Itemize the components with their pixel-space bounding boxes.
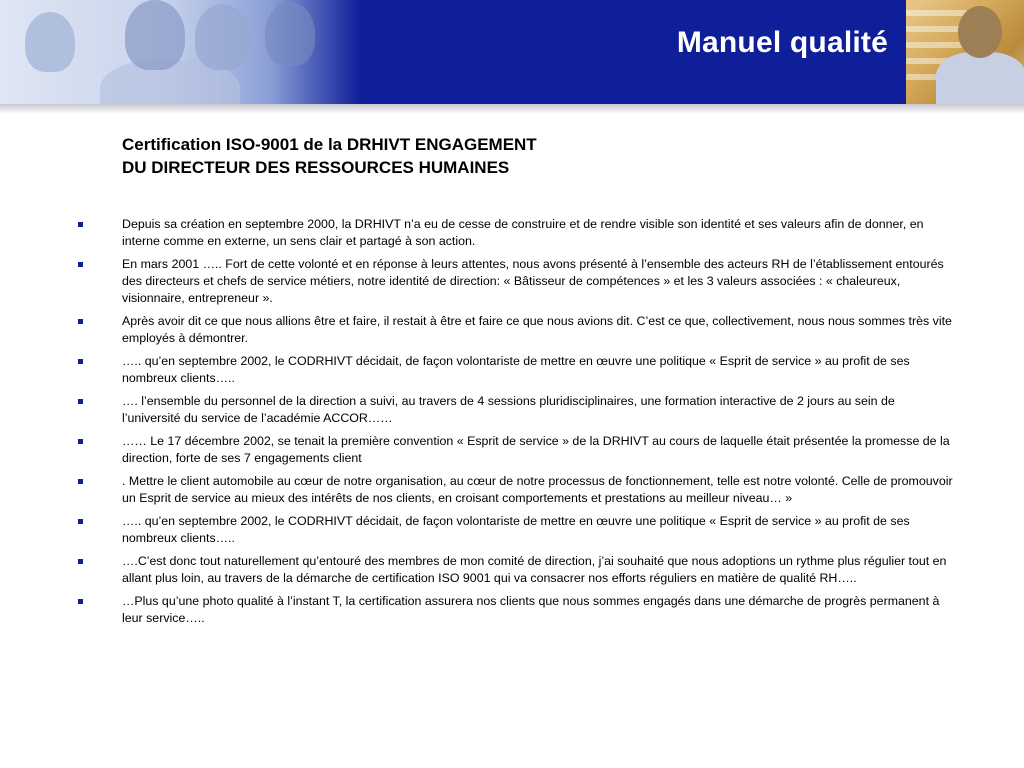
list-item-text: …Plus qu’une photo qualité à l’instant T, la certification assurera nos clients que nous sommes engagés dans une démarche de progrès permanent à leur service….. <box>122 594 940 625</box>
list-item-text: Après avoir dit ce que nous allions être et faire, il restait à être et faire ce que nous avions dit. C’est ce que, collectivement, nous nous sommes très vite employés à démontrer. <box>122 314 952 345</box>
list-item <box>74 433 954 467</box>
list-item-text: ….. qu’en septembre 2002, le CODRHIVT décidait, de façon volontariste de mettre en œuvre une politique « Esprit de service » au profit de ses nombreux clients….. <box>122 514 910 545</box>
person-photo <box>906 0 1024 104</box>
square-bullet-icon <box>78 262 83 267</box>
header-shadow <box>0 104 1024 114</box>
square-bullet-icon <box>78 319 83 324</box>
list-item-text: ….C’est donc tout naturellement qu’entouré des membres de mon comité de direction, j’ai souhaité que nous adoptions un rythme plus régulier tout en allant plus loin, au travers de la démarche de certification ISO 9001 qui va consacrer nos efforts réguliers en matière de qualité RH….. <box>122 554 947 585</box>
square-bullet-icon <box>78 519 83 524</box>
list-item <box>74 473 954 507</box>
list-item-text: . Mettre le client automobile au cœur de notre organisation, au cœur de notre processus de fonctionnement, telle est notre volonté. Celle de promouvoir un Esprit de service au mieux des intérêts de nos clients, en croisant comportements et prestations au meilleur niveau… » <box>122 474 953 505</box>
header-banner <box>0 0 1024 104</box>
section-heading-line2: DU DIRECTEUR DES RESSOURCES HUMAINES <box>122 158 510 177</box>
list-item <box>74 513 954 547</box>
list-item <box>74 313 954 347</box>
list-item <box>74 393 954 427</box>
list-item-text: …. l’ensemble du personnel de la direction a suivi, au travers de 4 sessions pluridisciplinaires, une formation interactive de 2 jours au sein de l’université du service de l’académie ACCOR…… <box>122 394 895 425</box>
square-bullet-icon <box>78 559 83 564</box>
list-item-text: …… Le 17 décembre 2002, se tenait la première convention « Esprit de service » de la DRHIVT au cours de laquelle était présentée la promesse de la direction, forte de ses 7 engagements client <box>122 434 950 465</box>
square-bullet-icon <box>78 479 83 484</box>
team-photo <box>0 0 360 104</box>
list-item <box>74 216 954 250</box>
list-item-text: ….. qu’en septembre 2002, le CODRHIVT décidait, de façon volontariste de mettre en œuvre une politique « Esprit de service » au profit de ses nombreux clients….. <box>122 354 910 385</box>
section-heading <box>122 133 722 179</box>
list-item <box>74 553 954 587</box>
list-item <box>74 593 954 627</box>
slide-title: Manuel qualité <box>676 26 888 59</box>
list-item <box>74 256 954 307</box>
section-heading-line1: Certification ISO-9001 de la DRHIVT ENGAGEMENT <box>122 135 537 154</box>
square-bullet-icon <box>78 222 83 227</box>
square-bullet-icon <box>78 439 83 444</box>
list-item <box>74 353 954 387</box>
square-bullet-icon <box>78 599 83 604</box>
bullet-list <box>74 216 954 633</box>
list-item-text: Depuis sa création en septembre 2000, la DRHIVT n’a eu de cesse de construire et de rendre visible son identité et ses valeurs afin de donner, en interne comme en externe, un sens clair et partagé à son action. <box>122 217 924 248</box>
square-bullet-icon <box>78 359 83 364</box>
list-item-text: En mars 2001 ….. Fort de cette volonté et en réponse à leurs attentes, nous avons présenté à l’ensemble des acteurs RH de l’établissement entourés des directeurs et chefs de service métiers, notre identité de direction: « Bâtisseur de compétences » et les 3 valeurs associées : « chaleureux, visionnaire, entrepreneur ». <box>122 257 944 305</box>
square-bullet-icon <box>78 399 83 404</box>
